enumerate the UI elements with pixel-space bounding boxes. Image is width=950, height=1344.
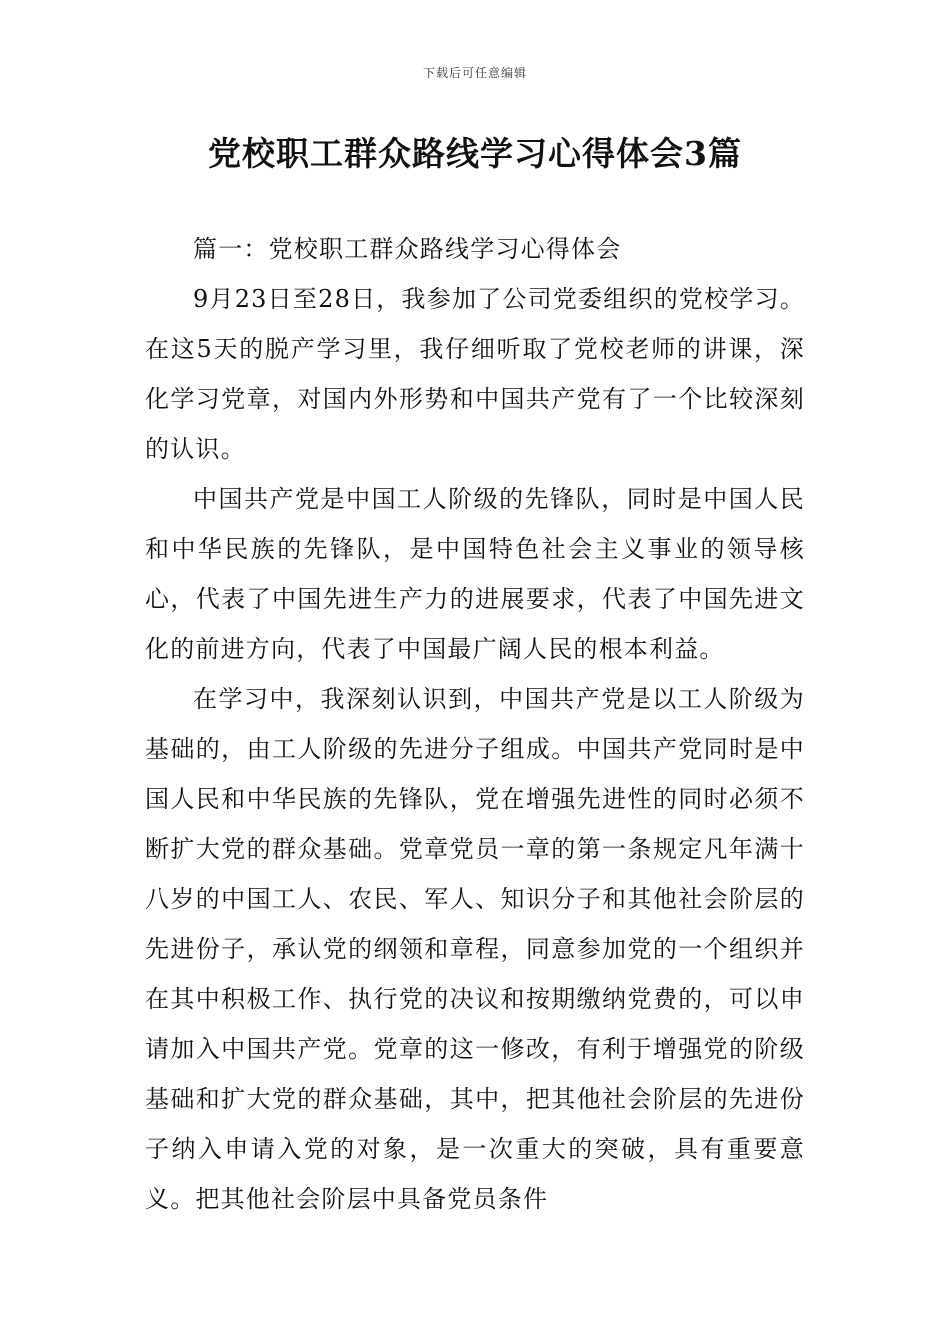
section-heading: 篇一：党校职工群众路线学习心得体会 [193,235,622,263]
paragraph: 在学习中，我深刻认识到，中国共产党是以工人阶级为基础的，由工人阶级的先进分子组成。中国共产党同时是中国人民和中华民族的先锋队，党在增强先进性的同时必须不断扩大党的群众基础。党章党员一章的第一条规定凡年满十八岁的中国工人、农民、军人、知识分子和其他社会阶层的先进份子，承认党的纲领和章程，同意参加党的一个组织并在其中积极工作、执行党的决议和按期缴纳党费的，可以申请加入中国共产党。党章的这一修改，有利于增强党的阶级基础和扩大党的群众基础，其中，把其他社会阶层的先进份子纳入申请入党的对象，是一次重大的突破，具有重要意义。把其他社会阶层中具备党员条件 [145,685,805,1213]
paragraph: 中国共产党是中国工人阶级的先锋队，同时是中国人民和中华民族的先锋队，是中国特色社会主义事业的领导核心，代表了中国先进生产力的进展要求，代表了中国先进文化的前进方向，代表了中国最广阔人民的根本利益。 [145,485,805,663]
document-title: 党校职工群众路线学习心得体会3篇 [208,134,742,173]
header-note: 下载后可任意编辑 [422,66,527,80]
document-body [145,224,805,1224]
paragraph: 9月23日至28日，我参加了公司党委组织的党校学习。在这5天的脱产学习里，我仔细听取了党校老师的讲课，深化学习党章，对国内外形势和中国共产党有了一个比较深刻的认识。 [145,285,805,463]
